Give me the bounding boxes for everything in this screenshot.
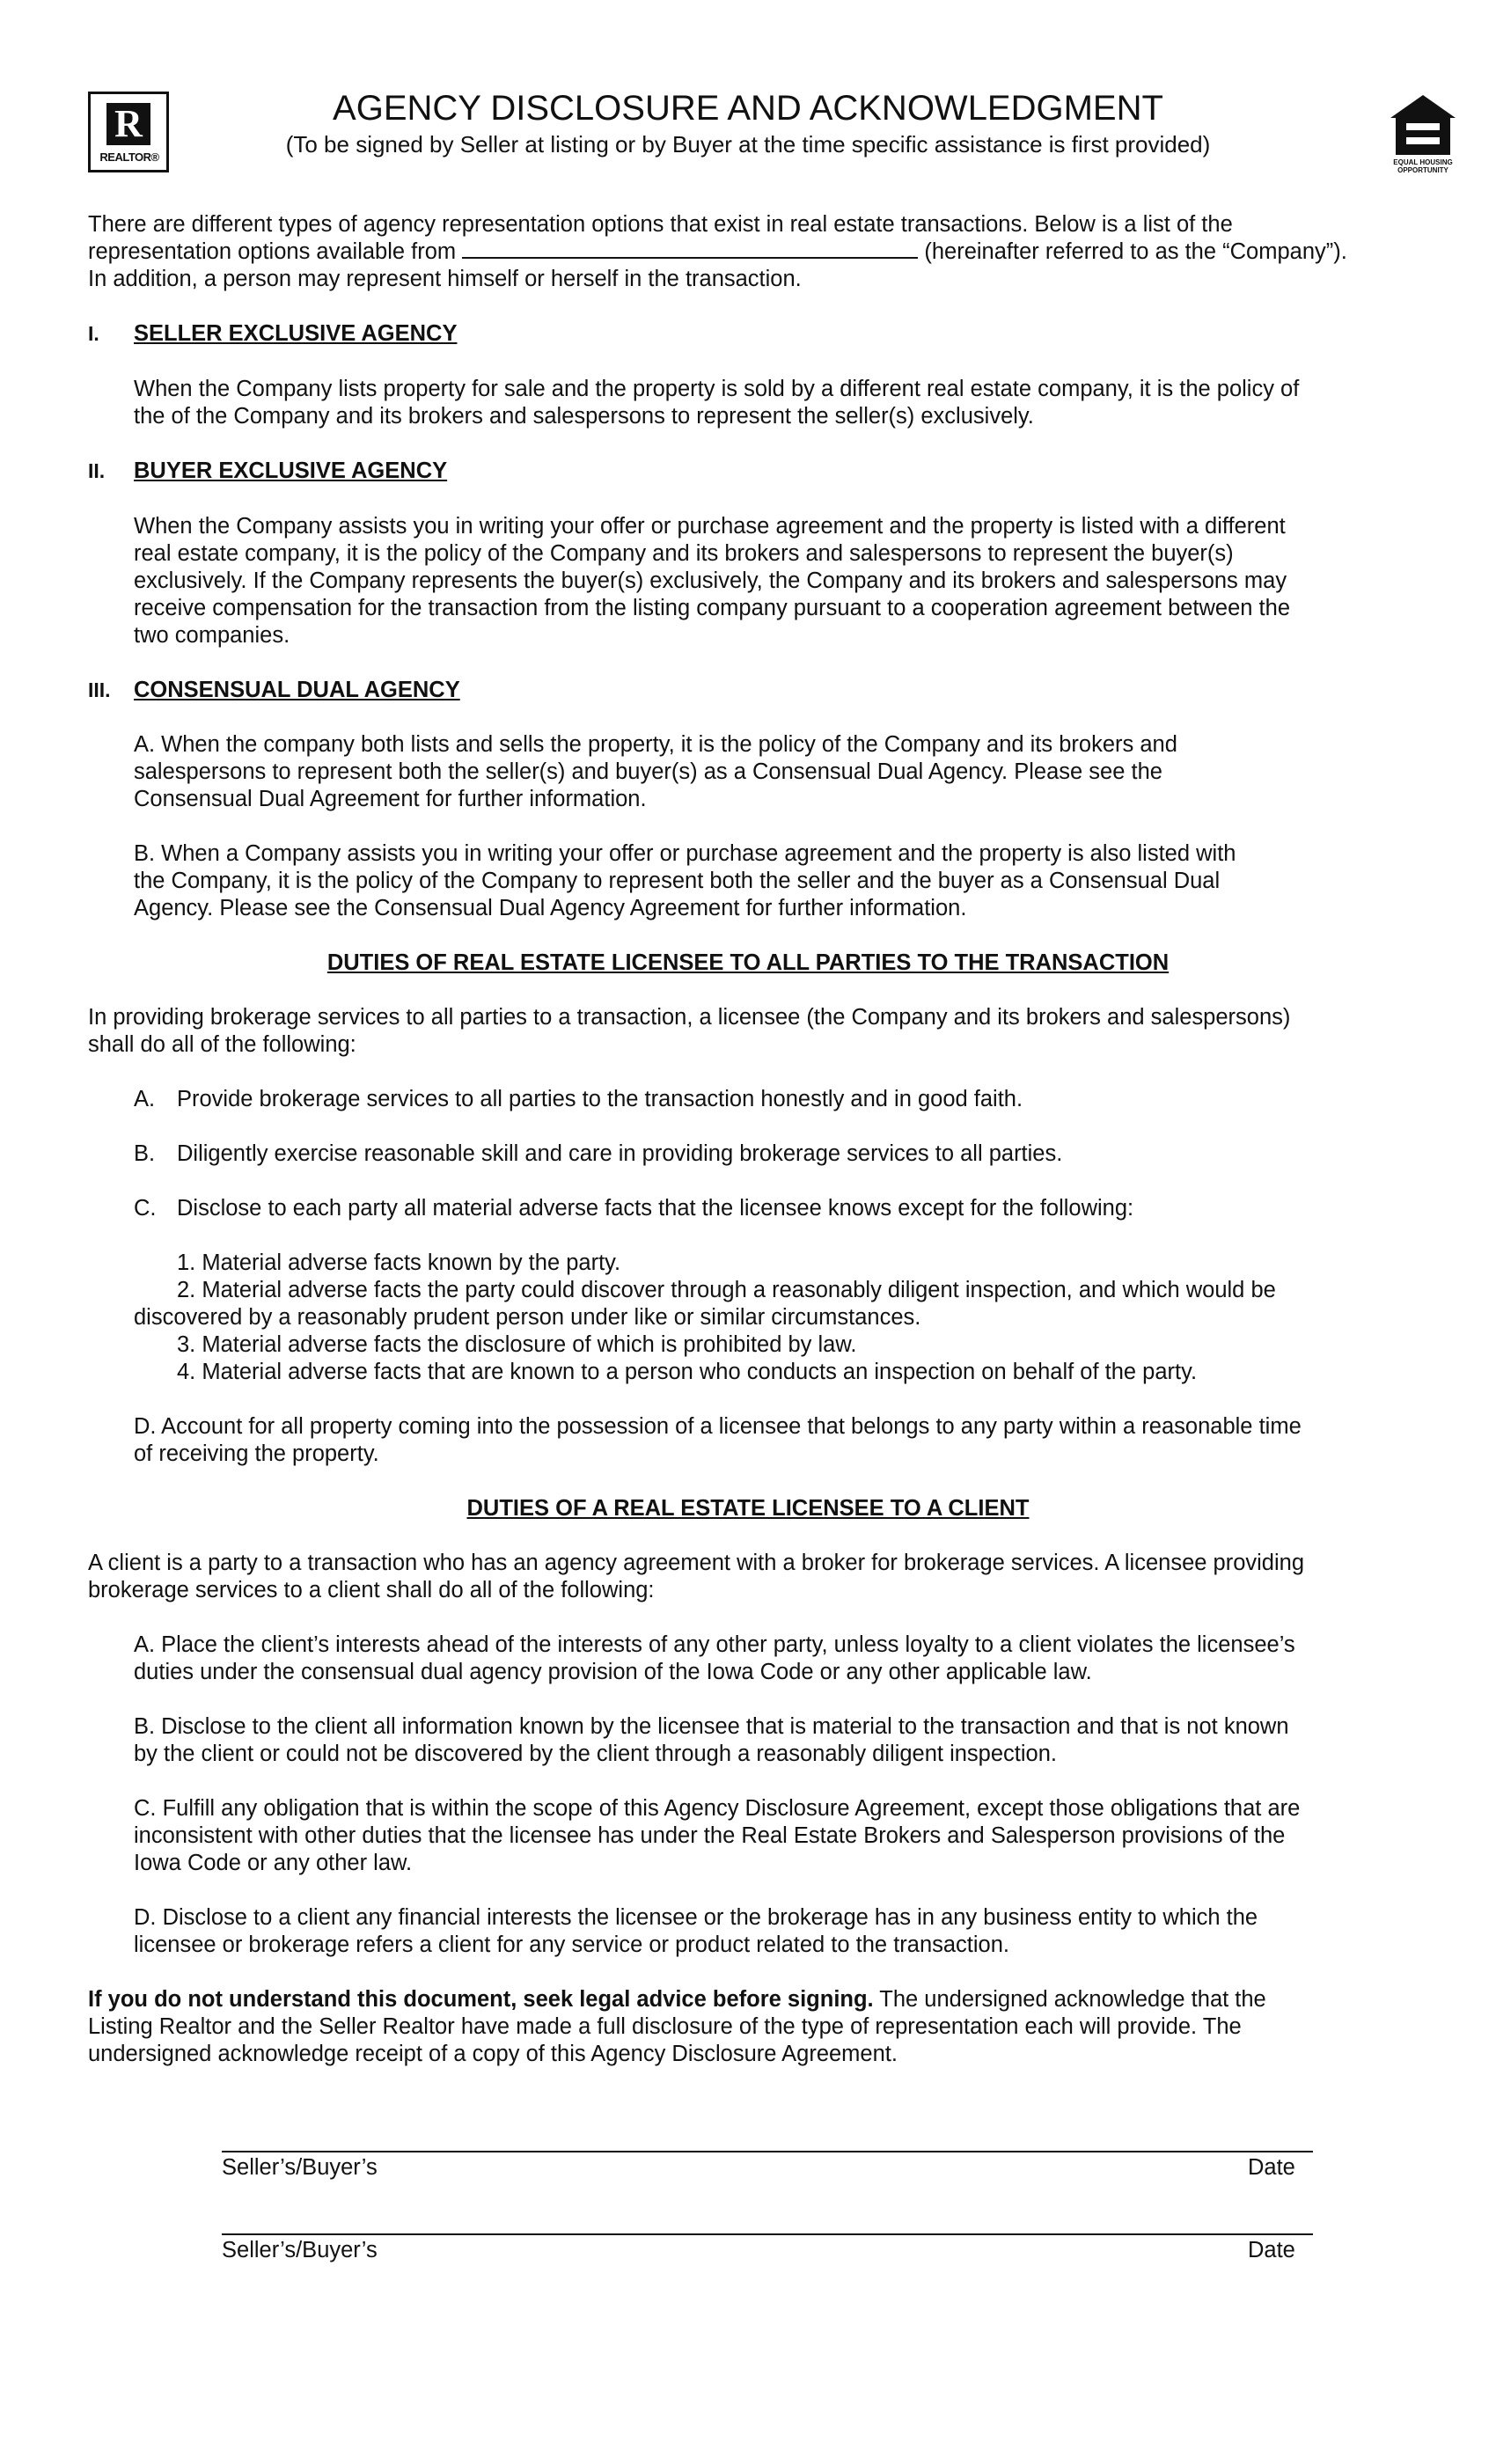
duty-client-a-line-1: A. Place the client’s interests ahead of the interests of any other party, unless loyalty to a client violates the licensee’s (134, 1632, 1295, 1657)
duty-all-c-text: Disclose to each party all material adverse facts that the licensee knows except for the following: (177, 1196, 1134, 1221)
duty-all-c-letter: C. (134, 1196, 157, 1221)
section-3-heading: CONSENSUAL DUAL AGENCY (134, 678, 460, 702)
signature-1-date-label: Date (1248, 2155, 1295, 2180)
page-subtitle: (To be signed by Seller at listing or by Buyer at the time specific assistance is first provided) (285, 131, 1211, 158)
signature-1-party-label: Seller’s/Buyer’s (222, 2155, 378, 2180)
duty-client-b-line-2: by the client or could not be discovered by the client through a reasonably diligent inspection. (134, 1742, 1057, 1766)
duties-all-intro-2: shall do all of the following: (88, 1032, 356, 1057)
section-2-line-5: two companies. (134, 623, 290, 648)
intro-line-2-post: (hereinafter referred to as the “Company”). (924, 239, 1347, 264)
page-title: AGENCY DISCLOSURE AND ACKNOWLEDGMENT (333, 89, 1163, 128)
duties-client-intro-2: brokerage services to a client shall do all of the following: (88, 1578, 655, 1602)
section-2-line-1: When the Company assists you in writing your offer or purchase agreement and the property is listed with a different (134, 514, 1286, 539)
section-3b-line-2: the Company, it is the policy of the Company to represent both the seller and the buyer as a Consensual Dual (134, 869, 1221, 893)
duty-client-d-line-2: licensee or brokerage refers a client for any service or product related to the transaction. (134, 1932, 1010, 1957)
section-2-heading: BUYER EXCLUSIVE AGENCY (134, 458, 448, 483)
duty-client-a-line-2: duties under the consensual dual agency provision of the Iowa Code or any other applicable law. (134, 1660, 1092, 1684)
closing-line-2: Listing Realtor and the Seller Realtor have made a full disclosure of the type of representation each will provide. The (88, 2014, 1242, 2039)
closing-line-1 (88, 1986, 1266, 2013)
intro-line-2 (88, 238, 1347, 266)
section-1-number: I. (88, 322, 99, 345)
duty-client-c-line-2: inconsistent with other duties that the licensee has under the Real Estate Brokers and Salesperson provisions of the (134, 1823, 1286, 1848)
section-3b-line-1: B. When a Company assists you in writing your offer or purchase agreement and the property is also listed with (134, 841, 1236, 866)
signature-2-date-label: Date (1248, 2238, 1295, 2262)
section-2-number: II. (88, 459, 106, 482)
section-1-line-2: the of the Company and its brokers and salespersons to represent the seller(s) exclusively. (134, 404, 1034, 429)
company-name-blank[interactable] (462, 239, 918, 259)
section-3a-line-3: Consensual Dual Agreement for further information. (134, 787, 647, 811)
section-3-number: III. (88, 678, 111, 701)
section-3b-line-3: Agency. Please see the Consensual Dual Agency Agreement for further information. (134, 896, 967, 920)
section-3a-line-2: salespersons to represent both the seller(s) and buyer(s) as a Consensual Dual Agency. Please see the (134, 759, 1162, 784)
closing-legal-advice: If you do not understand this document, seek legal advice before signing. (88, 1987, 874, 2012)
duty-all-c-item-2: 2. Material adverse facts the party could discover through a reasonably diligent inspection, and which would be (177, 1278, 1276, 1302)
intro-line-2-pre: representation options available from (88, 239, 457, 264)
duty-all-b-text: Diligently exercise reasonable skill and care in providing brokerage services to all parties. (177, 1141, 1063, 1166)
signature-line-1[interactable] (222, 2151, 1313, 2152)
realtor-r-mark: R (106, 103, 150, 145)
duties-all-heading: DUTIES OF REAL ESTATE LICENSEE TO ALL PARTIES TO THE TRANSACTION (326, 950, 1170, 975)
duties-client-intro-1: A client is a party to a transaction who has an agency agreement with a broker for brokerage services. A licensee providing (88, 1551, 1305, 1575)
duty-all-a-text: Provide brokerage services to all parties to the transaction honestly and in good faith. (177, 1087, 1023, 1111)
duty-client-c-line-3: Iowa Code or any other law. (134, 1851, 413, 1875)
duty-all-a-letter: A. (134, 1087, 156, 1111)
intro-line-1: There are different types of agency representation options that exist in real estate transactions. Below is a list of the (88, 212, 1233, 237)
section-1-line-1: When the Company lists property for sale and the property is sold by a different real estate company, it is the policy of (134, 377, 1300, 401)
duties-client-heading: DUTIES OF A REAL ESTATE LICENSEE TO A CLIENT (466, 1496, 1030, 1521)
section-2-line-2: real estate company, it is the policy of the Company and its brokers and salespersons to represent the buyer(s) (134, 541, 1234, 566)
duty-client-d-line-1: D. Disclose to a client any financial interests the licensee or the brokerage has in any business entity to which the (134, 1905, 1258, 1930)
duty-all-c-item-4: 4. Material adverse facts that are known to a person who conducts an inspection on behalf of the party. (177, 1360, 1198, 1384)
signature-2-party-label: Seller’s/Buyer’s (222, 2238, 378, 2262)
section-2-line-4: receive compensation for the transaction from the listing company pursuant to a cooperation agreement between the (134, 596, 1291, 620)
duty-all-b-letter: B. (134, 1141, 156, 1166)
duty-all-c-item-3: 3. Material adverse facts the disclosure of which is prohibited by law. (177, 1332, 857, 1357)
signature-line-2[interactable] (222, 2233, 1313, 2235)
duty-client-c-line-1: C. Fulfill any obligation that is within the scope of this Agency Disclosure Agreement, except those obligations that are (134, 1796, 1301, 1821)
equal-housing-text: EQUAL HOUSING OPPORTUNITY (1393, 158, 1453, 174)
duty-all-d-line-1: D. Account for all property coming into the possession of a licensee that belongs to any party within a reasonable time (134, 1414, 1302, 1439)
duties-all-intro-1: In providing brokerage services to all parties to a transaction, a licensee (the Company and its brokers and salespersons) (88, 1005, 1291, 1030)
section-3a-line-1: A. When the company both lists and sells the property, it is the policy of the Company and its brokers and (134, 732, 1177, 757)
duty-all-c-item-1: 1. Material adverse facts known by the party. (177, 1250, 621, 1275)
duty-all-c-item-2-cont: discovered by a reasonably prudent person under like or similar circumstances. (134, 1305, 921, 1330)
intro-line-3: In addition, a person may represent himself or herself in the transaction. (88, 267, 802, 291)
closing-line-3: undersigned acknowledge receipt of a copy of this Agency Disclosure Agreement. (88, 2042, 898, 2066)
realtor-logo-text: REALTOR® (99, 150, 159, 164)
section-1-heading: SELLER EXCLUSIVE AGENCY (134, 321, 458, 346)
section-2-line-3: exclusively. If the Company represents the buyer(s) exclusively, the Company and its brokers and salespersons may (134, 568, 1287, 593)
closing-line-1-rest: The undersigned acknowledge that the (873, 1987, 1266, 2012)
duty-client-b-line-1: B. Disclose to the client all information known by the licensee that is material to the transaction and that is not known (134, 1714, 1289, 1739)
duty-all-d-line-2: of receiving the property. (134, 1441, 379, 1466)
